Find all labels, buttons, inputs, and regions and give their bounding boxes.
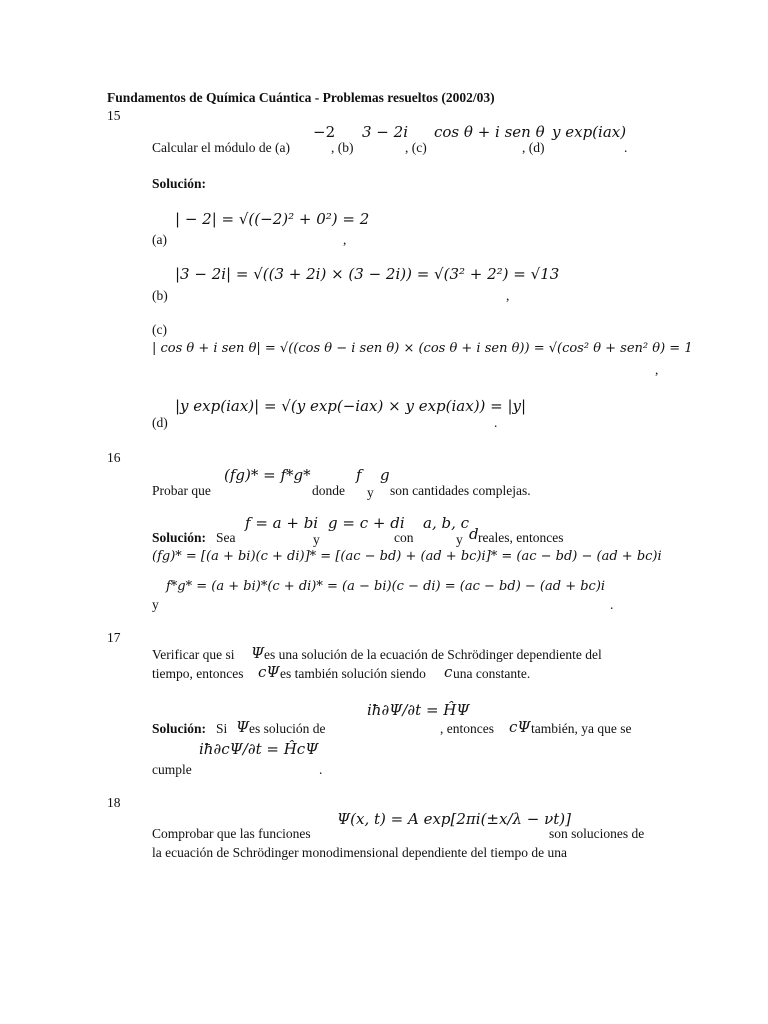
p16-equation-line2: f*g* = (a + bi)*(c + di)* = (a − bi)(c − di) = (ac − bd) − (ad + bc)i xyxy=(166,579,606,594)
p17-statement-1b: es una solución de la ecuación de Schrödinger dependiente del xyxy=(264,647,602,662)
p17-c-psi: cΨ xyxy=(258,663,280,681)
p15-equation-a: | − 2| = √((−2)² + 0²) = 2 xyxy=(175,210,370,228)
p15-expr-c: cos θ + i sen θ xyxy=(434,123,545,141)
problem-number-17: 17 xyxy=(107,630,121,645)
p17-solution-tambien: también, ya que se xyxy=(531,721,632,736)
p17-solution-cumple: cumple xyxy=(152,762,192,777)
p15-statement-b: , (b) xyxy=(331,140,354,155)
p16-var-d: d xyxy=(469,525,479,543)
p15-comma-c: , xyxy=(655,362,659,377)
p17-solution-entonces: , entonces xyxy=(440,721,494,736)
p17-solution-psi: Ψ xyxy=(236,718,250,736)
p16-period: . xyxy=(610,597,614,612)
p15-solution-label: Solución: xyxy=(152,176,207,191)
p16-solution-label: Solución: xyxy=(152,530,207,545)
p15-equation-b: |3 − 2i| = √((3 + 2i) × (3 − 2i)) = √(3² + 2²) = √13 xyxy=(175,265,560,283)
p17-solution-c-psi: cΨ xyxy=(509,718,531,736)
p16-equation-g: g = c + di xyxy=(328,514,405,532)
p17-statement-1a: Verificar que si xyxy=(152,647,235,662)
p16-statement-end: son cantidades complejas. xyxy=(390,483,531,498)
p15-equation-c: | cos θ + i sen θ| = √((cos θ − i sen θ) × (cos θ + i sen θ)) = √(cos² θ + sen² θ) = 1 xyxy=(152,341,693,356)
problem-number-15: 15 xyxy=(107,108,121,123)
p16-var-f: f xyxy=(356,466,362,484)
p16-statement-donde: donde xyxy=(312,483,345,498)
p15-statement-c: , (c) xyxy=(405,140,427,155)
p17-psi: Ψ xyxy=(251,644,265,662)
p15-comma-b: , xyxy=(506,288,510,303)
p17-solution-es: es solución de xyxy=(249,721,326,736)
problem-number-16: 16 xyxy=(107,450,121,465)
p15-label-b: (b) xyxy=(152,288,168,303)
p16-equation-f: f = a + bi xyxy=(245,514,319,532)
problem-number-18: 18 xyxy=(107,795,121,810)
p15-statement-prefix: Calcular el módulo de (a) xyxy=(152,140,290,155)
p16-equation-fg: (fg)* = f*g* xyxy=(224,466,311,484)
p17-schrodinger-equation: iħ∂Ψ/∂t = ĤΨ xyxy=(367,701,470,719)
p16-vars-abc: a, b, c xyxy=(423,514,470,532)
p17-statement-2a: tiempo, entonces xyxy=(152,666,244,681)
p17-statement-2b: es también solución siendo xyxy=(280,666,426,681)
p16-solution-con: con xyxy=(394,530,414,545)
p15-expr-b: 3 − 2i xyxy=(362,123,408,141)
p15-statement-d: , (d) xyxy=(522,140,545,155)
p17-period: . xyxy=(319,762,323,777)
p18-statement-2: la ecuación de Schrödinger monodimensional dependiente del tiempo de una xyxy=(152,845,567,860)
p18-wave-equation: Ψ(x, t) = A exp[2πi(±x/λ − νt)] xyxy=(337,810,571,828)
p16-solution-y3: y xyxy=(152,597,159,612)
p16-solution-y1: y xyxy=(313,532,320,547)
p15-label-c: (c) xyxy=(152,322,167,337)
p15-period-d: . xyxy=(494,415,498,430)
p17-solution-si: Si xyxy=(216,721,228,736)
p17-c-schrodinger-equation: iħ∂cΨ/∂t = ĤcΨ xyxy=(199,740,319,758)
p16-equation-line1: (fg)* = [(a + bi)(c + di)]* = [(ac − bd) + (ad + bc)i]* = (ac − bd) − (ad + bc)i xyxy=(152,549,662,564)
p16-solution-reales: reales, entonces xyxy=(478,530,564,545)
p17-var-c: c xyxy=(444,663,453,681)
p15-equation-d: |y exp(iax)| = √(y exp(−iax) × y exp(iax)) = |y| xyxy=(175,397,527,415)
p15-expr-d: y exp(iax) xyxy=(552,123,627,141)
p18-statement-1b: son soluciones de xyxy=(549,826,645,841)
p17-solution-label: Solución: xyxy=(152,721,207,736)
p18-statement-1a: Comprobar que las funciones xyxy=(152,826,311,841)
p15-label-a: (a) xyxy=(152,232,167,247)
p15-comma-a: , xyxy=(343,232,347,247)
p17-statement-2c: una constante. xyxy=(453,666,531,681)
p16-solution-y2: y xyxy=(456,532,463,547)
p15-statement-end: . xyxy=(624,140,628,155)
page-title: Fundamentos de Química Cuántica - Problemas resueltos (2002/03) xyxy=(107,90,495,105)
p16-var-g: g xyxy=(380,466,390,484)
p15-label-d: (d) xyxy=(152,415,168,430)
p16-statement-prefix: Probar que xyxy=(152,483,211,498)
p15-expr-a: −2 xyxy=(313,123,336,141)
p16-solution-sea: Sea xyxy=(216,530,236,545)
p16-statement-y: y xyxy=(367,485,374,500)
